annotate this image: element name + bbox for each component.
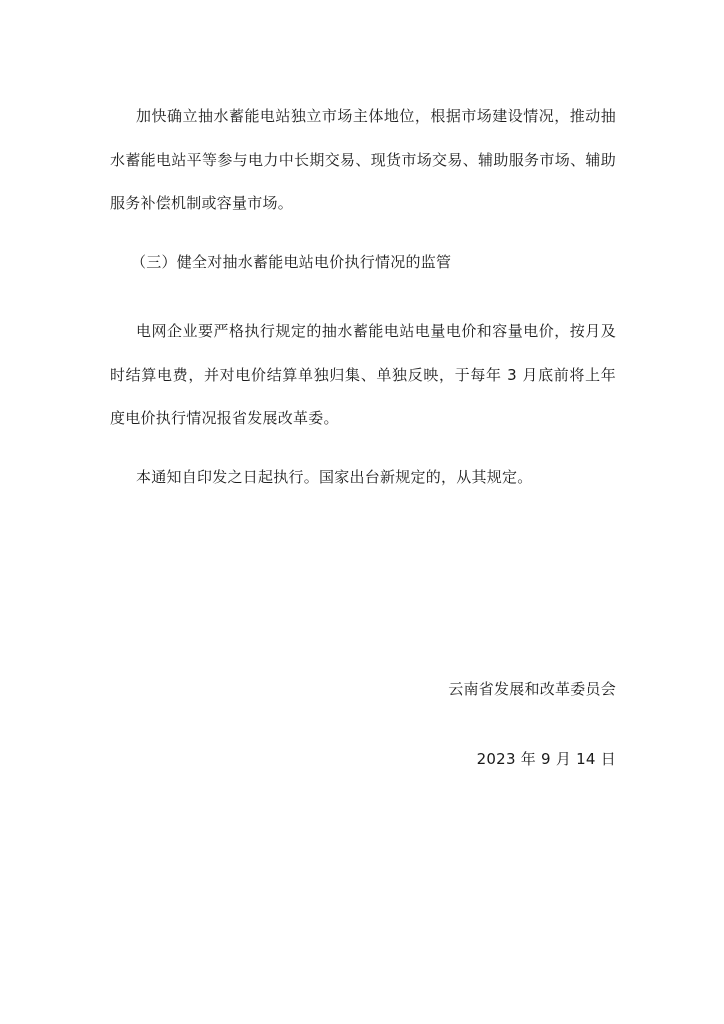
section-heading-supervision: （三）健全对抽水蓄能电站电价执行情况的监管 — [131, 253, 452, 271]
paragraph-effective-date: 本通知自印发之日起执行。国家出台新规定的，从其规定。 — [136, 468, 533, 486]
signature-organization: 云南省发展和改革委员会 — [448, 680, 616, 698]
paragraph-grid-settlement: 电网企业要严格执行规定的抽水蓄能电站电量电价和容量电价，按月及时结算电费，并对电价结算单独归集、单独反映，于每年 3 月底前将上年度电价执行情况报省发展改革委。 — [110, 322, 616, 427]
paragraph-market-participation: 加快确立抽水蓄能电站独立市场主体地位，根据市场建设情况，推动抽水蓄能电站平等参与电力中长期交易、现货市场交易、辅助服务市场、辅助服务补偿机制或容量市场。 — [110, 107, 616, 212]
signature-date: 2023 年 9 月 14 日 — [476, 750, 616, 768]
